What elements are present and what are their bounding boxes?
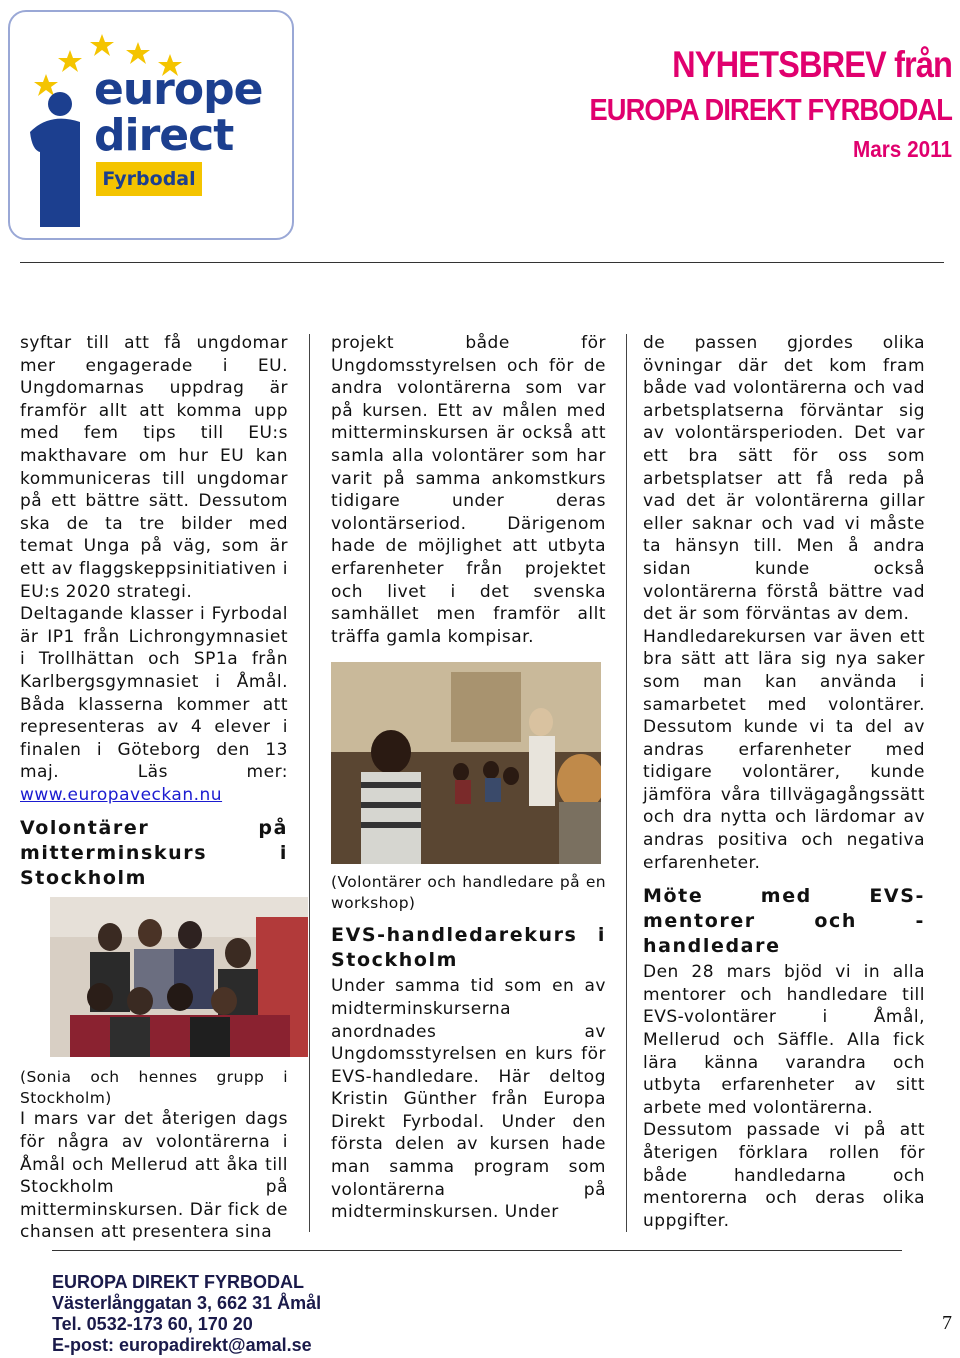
workshop-photo-graphic: [331, 662, 601, 864]
col3-paragraph-4: Dessutom passade vi på att återigen förklara rollen för både handledarna och mentorerna och deras olika uppgifter.: [643, 1120, 925, 1231]
footer-phone: Tel. 0532-173 60, 170 20: [52, 1314, 253, 1334]
group-photo-graphic: [50, 897, 308, 1057]
col3-paragraph-2: Handledarekursen var även ett bra sätt att lära sig nya saker som man kan använda i samarbetet med volontärer. Dessutom kunde vi ta del av andras erfarenheter med tidigare volontärer, kunde jämföra våra tillvägagångssätt och dra nytta och lärdomar av andras positiva och negativa erfarenheter.: [643, 626, 925, 873]
col2-paragraph-1: projekt både för Ungdomsstyrelsen och för de andra volontärerna som var på kursen. Ett av målen med mitterminskursen är också att samla alla volontärer som har varit på samma ankomstkurs tidigare under deras volontärseriod. Därigenom hade de möjlighet att utbyta erfarenheter från projektet och livet i det svenska samhället men framför allt träffa gamla kompisar.: [331, 333, 606, 647]
col2-paragraph-2: Under samma tid som en av midterminskurserna anordnades av Ungdomsstyrelsen en kurs för EVS-handledare. Här deltog Kristin Günther från Europa Direkt Fyrbodal. Under den första delen av kursen hade man samma program som volontärerna på midterminskursen. Under: [331, 976, 606, 1223]
logo-europe-text: europe: [94, 64, 263, 115]
newsletter-subtitle: EUROPA DIREKT FYRBODAL: [589, 92, 952, 127]
col2-photo-caption: (Volontärer och handledare på en workshop): [331, 873, 606, 912]
logo-fyrbodal-badge: Fyrbodal: [96, 162, 202, 196]
col1-paragraph-2-text: Deltagande klasser i Fyrbodal är IP1 från Lichrongymnasiet i Trollhättan och SP1a från Karlbergsgymnasiet i Åmål. Båda klasserna kommer att representeras av 4 elever i finalen i Göteborg den 13 maj. Läs mer:: [20, 604, 288, 783]
col2-heading: EVS-handledarekurs i Stockholm: [331, 924, 606, 972]
column-divider-1: [309, 334, 310, 1232]
column-divider-2: [626, 334, 627, 1232]
footer-org: EUROPA DIREKT FYRBODAL: [52, 1272, 304, 1292]
col1-photo-caption: (Sonia och hennes grupp i Stockholm): [20, 1068, 288, 1107]
col1-paragraph-1: syftar till att få ungdomar mer engagerade i EU. Ungdomarnas uppdrag är framför allt att komma upp med fem tips till EU:s makthavare om hur EU kan kommuniceras till ungdomar på ett bättre sätt. Dessutom ska de ta tre bilder med temat Unga på väg, som är ett av flaggskeppsinitiativen i EU:s 2020 strategi.: [20, 333, 288, 602]
page-number: 7: [942, 1312, 952, 1334]
europaveckan-link[interactable]: www.europaveckan.nu: [20, 784, 223, 805]
col1-paragraph-3: I mars var det återigen dags för några av volontärerna i Åmål och Mellerud att åka till Stockholm på mitterminskursen. Där fick de chansen att presentera sina: [20, 1109, 288, 1243]
workshop-photo: [331, 662, 601, 864]
logo-direct-text: direct: [94, 110, 234, 161]
footer-email: E-post: europadirekt@amal.se: [52, 1335, 312, 1355]
col3-paragraph-3: Den 28 mars bjöd vi in alla mentorer och handledare till EVS-volontärer i Åmål, Mellerud och Säffle. Alla fick lära känna varandra och utbyta erfarenheter av sitt arbete med volontärerna.: [643, 962, 925, 1118]
footer-address: Västerlånggatan 3, 662 31 Åmål: [52, 1293, 322, 1313]
column-2: [331, 332, 606, 1224]
column-1: [20, 332, 288, 1244]
col3-paragraph-1: de passen gjordes olika övningar där det kom fram både vad volontärerna och vad arbetsplatserna förväntar sig av volontärsperioden. Det var ett bra sätt för oss som arbetsplatser att få reda på vad det är volontärerna gillar eller saknar och vad vi måste ta hänsyn till. Men å andra sidan kunde också volontärerna förstå bättre vad det är som förväntas av dem.: [643, 333, 925, 625]
col1-paragraph-2: [20, 603, 288, 806]
newsletter-date: Mars 2011: [853, 136, 952, 162]
europe-direct-logo: [8, 10, 294, 240]
col3-heading: Möte med EVS-mentorer och -handledare: [643, 885, 925, 958]
group-photo-stockholm: [50, 897, 308, 1057]
newsletter-title: NYHETSBREV från: [672, 44, 952, 85]
col1-heading: Volontärer på mitterminskurs i Stockholm: [20, 817, 288, 890]
footer-divider: [52, 1250, 902, 1251]
footer-contact: [52, 1272, 321, 1356]
column-3: [643, 332, 925, 1232]
header-divider: [20, 262, 944, 263]
